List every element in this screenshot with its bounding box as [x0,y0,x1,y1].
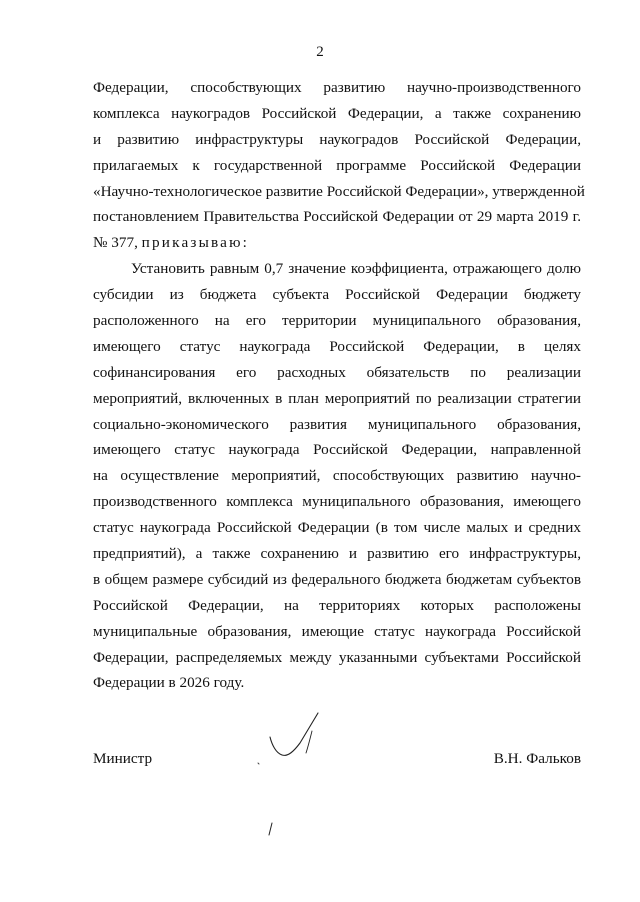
text-line: Установить равным 0,7 значение коэффициента, отражающего долю [131,260,581,278]
paragraph-preamble [93,75,585,256]
text-line: постановлением Правительства Российской Федерации от 29 марта 2019 г. [93,208,581,226]
text-line: комплекса наукоградов Российской Федерации, а также сохранению [93,104,581,122]
text-line: статус наукограда Российской Федерации (в том числе малых и средних [93,519,581,537]
text-line: Федерации в 2026 году. [93,674,245,692]
text-line: прилагаемых к государственной программе Российской Федерации [93,156,581,174]
text-line: Федерации, распределяемых между указанными субъектами Российской [93,648,581,666]
text-line: предприятий), а также сохранению и развитию его инфраструктуры, [93,545,581,563]
text-line: на осуществление мероприятий, способствующих развитию научно- [93,467,581,485]
handwritten-signature [250,705,340,845]
text-line: «Научно-технологическое развитие Российской Федерации», утвержденной [93,182,585,200]
text-line: расположенного на его территории муниципального образования, [93,312,581,330]
text-line-order [93,230,581,256]
order-keyword: приказываю: [141,234,250,252]
document-body [93,75,585,696]
paragraph-decree [93,256,581,696]
text-line: имеющего статус наукограда Российской Федерации, направленной [93,441,581,459]
order-number: № 377, [93,234,142,252]
signature-block [93,750,581,774]
text-line: производственного комплекса муниципального образования, имеющего [93,493,581,511]
text-line: и развитию инфраструктуры наукоградов Российской Федерации, [93,130,581,148]
text-line: социально-экономического развития муниципального образования, [93,415,581,433]
text-line: имеющего статус наукограда Российской Федерации, в целях [93,337,581,355]
text-line: субсидии из бюджета субъекта Российской Федерации бюджету [93,286,581,304]
text-line: в общем размере субсидий из федерального бюджета бюджетам субъектов [93,570,581,588]
text-line: Российской Федерации, на территориях которых расположены [93,596,581,614]
page-number: 2 [316,44,324,60]
text-line: мероприятий, включенных в план мероприятий по реализации стратегии [93,389,581,407]
text-line: софинансирования его расходных обязательств по реализации [93,363,581,381]
text-line: муниципальные образования, имеющие статус наукограда Российской [93,622,581,640]
signatory-title: Министр [93,750,153,767]
signatory-name: В.Н. Фальков [493,750,581,767]
text-line: Федерации, способствующих развитию научно-производственного [93,79,581,96]
